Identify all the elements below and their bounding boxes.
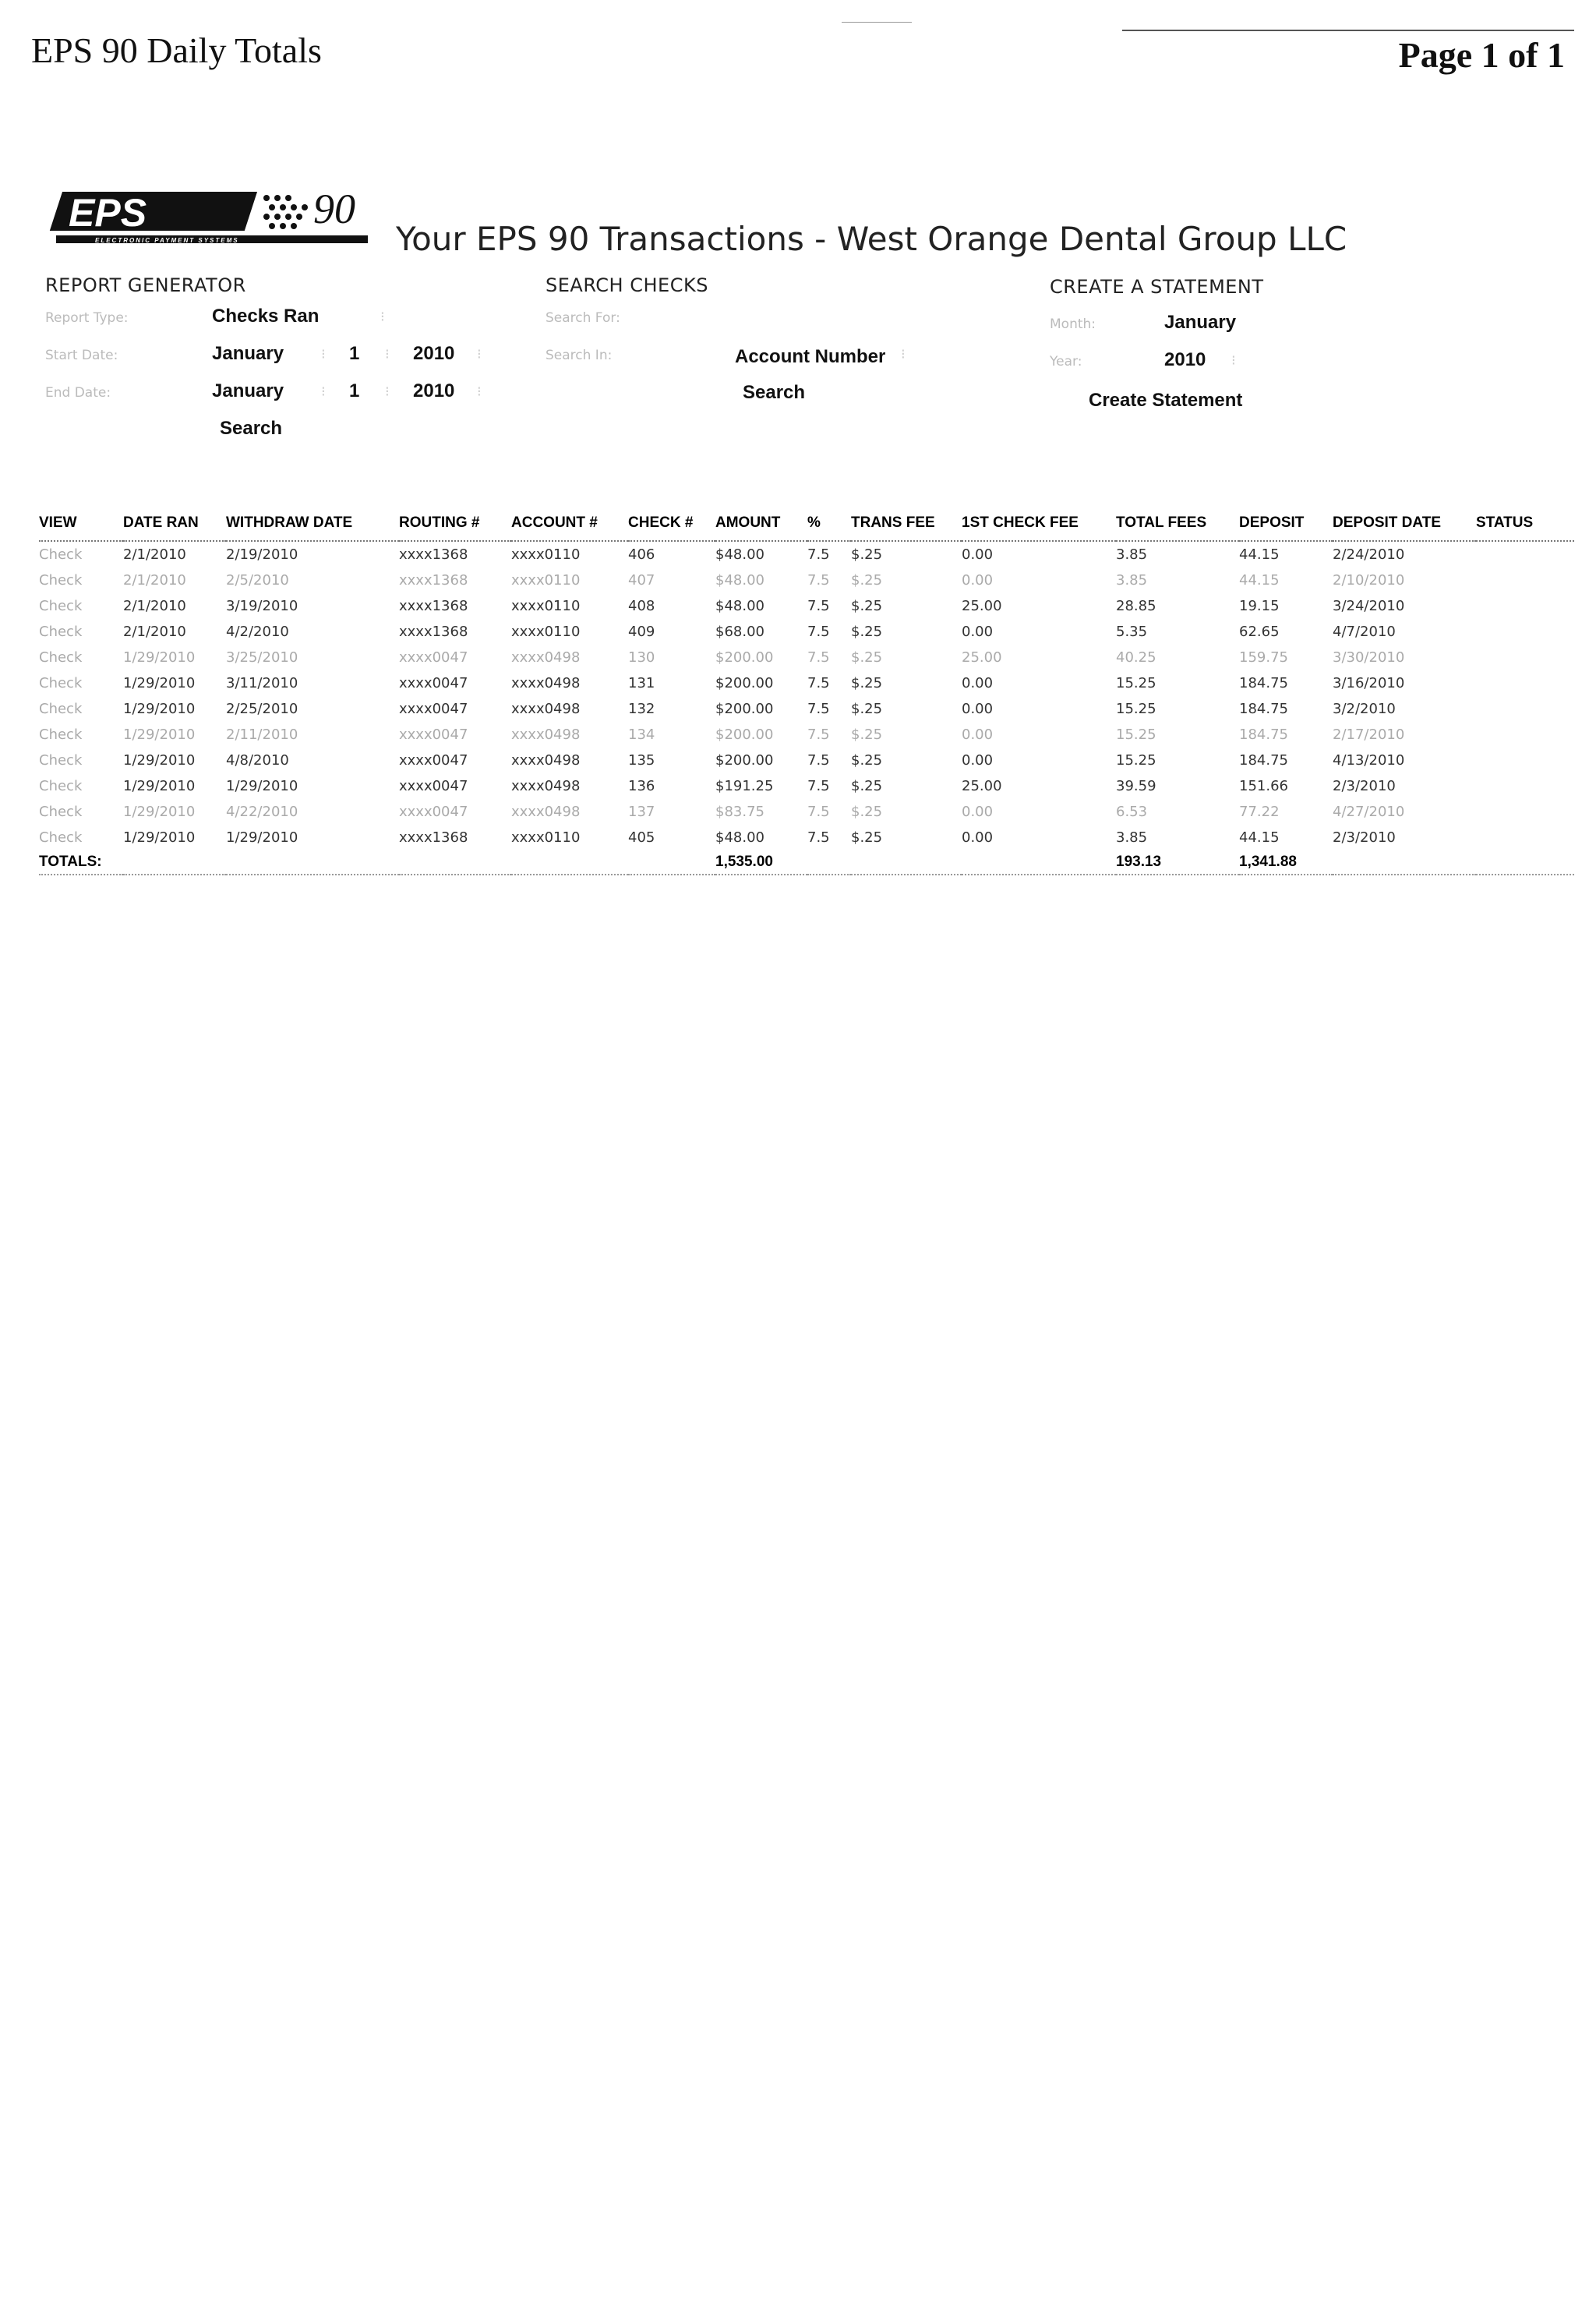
table-row (39, 722, 1574, 748)
cell-routing: xxxx0047 (399, 778, 468, 794)
eps-logo-graphic (41, 187, 391, 249)
cell-percent: 7.5 (807, 778, 830, 794)
totals-empty-cell (851, 850, 962, 875)
column-header-account: ACCOUNT # (511, 511, 628, 541)
cell-status (1476, 799, 1574, 825)
end-day-select[interactable]: 1 (349, 380, 360, 401)
cell-trans-fee: $.25 (851, 804, 883, 820)
cell-total-fees: 28.85 (1116, 598, 1156, 614)
cell-first-check-fee: 25.00 (962, 649, 1002, 666)
cell-percent: 7.5 (807, 572, 830, 589)
view-check-link[interactable]: Check (39, 546, 83, 563)
cell-routing: xxxx0047 (399, 804, 468, 820)
cell-status (1476, 670, 1574, 696)
cell-withdraw-date: 2/11/2010 (226, 726, 298, 743)
cell-percent: 7.5 (807, 649, 830, 666)
cell-amount: $200.00 (715, 752, 774, 769)
start-year-dropdown-icon[interactable]: ⁝ (477, 346, 482, 362)
table-row (39, 619, 1574, 645)
table-row (39, 670, 1574, 696)
view-check-link[interactable]: Check (39, 675, 83, 691)
cell-deposit: 19.15 (1239, 598, 1280, 614)
year-label: Year: (1050, 354, 1082, 369)
cell-routing: xxxx1368 (399, 829, 468, 846)
cell-first-check-fee: 0.00 (962, 572, 994, 589)
cell-deposit-date: 2/3/2010 (1333, 829, 1396, 846)
cell-status (1476, 645, 1574, 670)
cell-deposit: 77.22 (1239, 804, 1280, 820)
column-header-first-check-fee: 1ST CHECK FEE (962, 511, 1116, 541)
cell-first-check-fee: 25.00 (962, 598, 1002, 614)
cell-total-fees: 3.85 (1116, 572, 1148, 589)
cell-trans-fee: $.25 (851, 675, 883, 691)
column-header-trans-fee: TRANS FEE (851, 511, 962, 541)
cell-check-number: 137 (628, 804, 655, 820)
totals-amount: 1,535.00 (715, 850, 807, 875)
statement-panel (1050, 276, 1264, 298)
cell-first-check-fee: 0.00 (962, 675, 994, 691)
cell-status (1476, 619, 1574, 645)
cell-deposit-date: 3/30/2010 (1333, 649, 1405, 666)
cell-status (1476, 541, 1574, 567)
table-row (39, 825, 1574, 850)
cell-withdraw-date: 3/25/2010 (226, 649, 298, 666)
table-row (39, 748, 1574, 773)
report-search-button[interactable]: Search (220, 418, 283, 439)
cell-routing: xxxx1368 (399, 624, 468, 640)
cell-status (1476, 722, 1574, 748)
cell-total-fees: 5.35 (1116, 624, 1148, 640)
cell-deposit-date: 3/16/2010 (1333, 675, 1405, 691)
view-check-link[interactable]: Check (39, 572, 83, 589)
cell-percent: 7.5 (807, 726, 830, 743)
cell-date-ran: 1/29/2010 (123, 752, 196, 769)
search-checks-title: SEARCH CHECKS (546, 274, 708, 296)
cell-deposit-date: 4/13/2010 (1333, 752, 1405, 769)
cell-deposit-date: 4/27/2010 (1333, 804, 1405, 820)
cell-withdraw-date: 3/11/2010 (226, 675, 298, 691)
statement-year-select[interactable]: 2010 (1164, 349, 1206, 370)
totals-empty-cell (511, 850, 628, 875)
cell-account: xxxx0110 (511, 546, 581, 563)
column-header-view: VIEW (39, 511, 123, 541)
cell-first-check-fee: 25.00 (962, 778, 1002, 794)
cell-check-number: 136 (628, 778, 655, 794)
top-rule (1122, 30, 1574, 31)
cell-routing: xxxx0047 (399, 701, 468, 717)
cell-date-ran: 2/1/2010 (123, 624, 186, 640)
cell-percent: 7.5 (807, 675, 830, 691)
logo-90: 90 (313, 187, 355, 232)
view-check-link[interactable]: Check (39, 649, 83, 666)
cell-percent: 7.5 (807, 598, 830, 614)
totals-empty-cell (628, 850, 715, 875)
cell-total-fees: 3.85 (1116, 546, 1148, 563)
cell-date-ran: 1/29/2010 (123, 726, 196, 743)
cell-percent: 7.5 (807, 546, 830, 563)
cell-amount: $48.00 (715, 598, 764, 614)
document-title: EPS 90 Daily Totals (31, 30, 322, 70)
cell-first-check-fee: 0.00 (962, 701, 994, 717)
start-month-select[interactable]: January (212, 343, 284, 364)
cell-account: xxxx0110 (511, 598, 581, 614)
totals-empty-cell (123, 850, 226, 875)
column-header-deposit-date: DEPOSIT DATE (1333, 511, 1476, 541)
cell-status (1476, 567, 1574, 593)
table-row (39, 696, 1574, 722)
totals-label: TOTALS: (39, 850, 123, 875)
cell-trans-fee: $.25 (851, 726, 883, 743)
cell-deposit: 44.15 (1239, 572, 1280, 589)
cell-deposit-date: 2/10/2010 (1333, 572, 1405, 589)
totals-empty-cell (807, 850, 851, 875)
create-statement-button[interactable]: Create Statement (1089, 390, 1243, 411)
view-check-link[interactable]: Check (39, 778, 83, 794)
totals-empty-cell (226, 850, 399, 875)
cell-deposit: 62.65 (1239, 624, 1280, 640)
cell-withdraw-date: 4/22/2010 (226, 804, 298, 820)
view-check-link[interactable]: Check (39, 804, 83, 820)
totals-empty-cell (399, 850, 511, 875)
cell-amount: $200.00 (715, 675, 774, 691)
cell-check-number: 405 (628, 829, 655, 846)
totals-total-fees: 193.13 (1116, 850, 1239, 875)
cell-withdraw-date: 4/2/2010 (226, 624, 289, 640)
cell-trans-fee: $.25 (851, 546, 883, 563)
cell-check-number: 407 (628, 572, 655, 589)
cell-routing: xxxx1368 (399, 572, 468, 589)
report-type-label: Report Type: (45, 310, 129, 326)
start-year-select[interactable]: 2010 (413, 343, 455, 364)
cell-deposit: 44.15 (1239, 829, 1280, 846)
cell-check-number: 131 (628, 675, 655, 691)
column-header-date-ran: DATE RAN (123, 511, 226, 541)
cell-percent: 7.5 (807, 804, 830, 820)
start-month-dropdown-icon[interactable]: ⁝ (321, 346, 326, 362)
column-header-routing: ROUTING # (399, 511, 511, 541)
table-row (39, 799, 1574, 825)
end-day-dropdown-icon[interactable]: ⁝ (385, 384, 390, 400)
cell-routing: xxxx0047 (399, 649, 468, 666)
checks-search-button[interactable]: Search (743, 382, 806, 403)
end-month-dropdown-icon[interactable]: ⁝ (321, 384, 326, 400)
cell-account: xxxx0498 (511, 726, 581, 743)
view-check-link[interactable]: Check (39, 624, 83, 640)
cell-date-ran: 1/29/2010 (123, 701, 196, 717)
end-year-dropdown-icon[interactable]: ⁝ (477, 384, 482, 400)
cell-check-number: 134 (628, 726, 655, 743)
search-in-select[interactable]: Account Number (735, 346, 886, 367)
cell-withdraw-date: 3/19/2010 (226, 598, 298, 614)
cell-trans-fee: $.25 (851, 598, 883, 614)
totals-row (39, 850, 1574, 875)
cell-percent: 7.5 (807, 752, 830, 769)
totals-empty-cell (1476, 850, 1574, 875)
cell-total-fees: 15.25 (1116, 726, 1156, 743)
cell-withdraw-date: 2/5/2010 (226, 572, 289, 589)
cell-routing: xxxx0047 (399, 675, 468, 691)
end-month-select[interactable]: January (212, 380, 284, 401)
table-body (39, 541, 1574, 850)
cell-deposit-date: 2/24/2010 (1333, 546, 1405, 563)
column-header-percent: % (807, 511, 851, 541)
cell-check-number: 135 (628, 752, 655, 769)
report-type-select[interactable]: Checks Ran (212, 306, 320, 327)
view-check-link[interactable]: Check (39, 701, 83, 717)
top-rule-short (842, 22, 912, 23)
report-type-dropdown-icon[interactable]: ⁝ (380, 309, 385, 325)
cell-deposit-date: 3/24/2010 (1333, 598, 1405, 614)
cell-withdraw-date: 1/29/2010 (226, 829, 298, 846)
cell-deposit: 151.66 (1239, 778, 1288, 794)
cell-account: xxxx0498 (511, 804, 581, 820)
cell-check-number: 130 (628, 649, 655, 666)
cell-date-ran: 2/1/2010 (123, 572, 186, 589)
cell-date-ran: 1/29/2010 (123, 649, 196, 666)
cell-date-ran: 1/29/2010 (123, 804, 196, 820)
cell-deposit: 184.75 (1239, 701, 1288, 717)
cell-deposit-date: 4/7/2010 (1333, 624, 1396, 640)
cell-withdraw-date: 1/29/2010 (226, 778, 298, 794)
cell-check-number: 409 (628, 624, 655, 640)
cell-amount: $200.00 (715, 726, 774, 743)
view-check-link[interactable]: Check (39, 598, 83, 614)
cell-date-ran: 1/29/2010 (123, 829, 196, 846)
cell-deposit-date: 2/17/2010 (1333, 726, 1405, 743)
cell-trans-fee: $.25 (851, 624, 883, 640)
cell-status (1476, 696, 1574, 722)
table-row (39, 645, 1574, 670)
cell-deposit: 44.15 (1239, 546, 1280, 563)
end-date-label: End Date: (45, 385, 111, 401)
cell-amount: $200.00 (715, 649, 774, 666)
cell-account: xxxx0498 (511, 701, 581, 717)
cell-trans-fee: $.25 (851, 701, 883, 717)
cell-status (1476, 593, 1574, 619)
cell-percent: 7.5 (807, 701, 830, 717)
cell-deposit: 184.75 (1239, 726, 1288, 743)
cell-account: xxxx0110 (511, 624, 581, 640)
cell-total-fees: 39.59 (1116, 778, 1156, 794)
view-check-link[interactable]: Check (39, 829, 83, 846)
column-header-deposit: DEPOSIT (1239, 511, 1333, 541)
cell-check-number: 406 (628, 546, 655, 563)
cell-total-fees: 6.53 (1116, 804, 1148, 820)
cell-trans-fee: $.25 (851, 829, 883, 846)
cell-deposit: 184.75 (1239, 752, 1288, 769)
table-header-row (39, 511, 1574, 541)
cell-deposit: 159.75 (1239, 649, 1288, 666)
eps-logo (41, 187, 391, 249)
statement-year-dropdown-icon[interactable]: ⁝ (1231, 352, 1236, 369)
cell-withdraw-date: 2/25/2010 (226, 701, 298, 717)
report-generator-panel (45, 274, 246, 296)
cell-withdraw-date: 4/8/2010 (226, 752, 289, 769)
search-in-dropdown-icon[interactable]: ⁝ (901, 346, 906, 362)
cell-routing: xxxx1368 (399, 546, 468, 563)
cell-percent: 7.5 (807, 829, 830, 846)
table-row (39, 773, 1574, 799)
start-day-dropdown-icon[interactable]: ⁝ (385, 346, 390, 362)
cell-status (1476, 773, 1574, 799)
column-header-amount: AMOUNT (715, 511, 807, 541)
cell-total-fees: 15.25 (1116, 675, 1156, 691)
cell-amount: $200.00 (715, 701, 774, 717)
cell-first-check-fee: 0.00 (962, 829, 994, 846)
column-header-withdraw-date: WITHDRAW DATE (226, 511, 399, 541)
cell-account: xxxx0498 (511, 778, 581, 794)
statement-title: CREATE A STATEMENT (1050, 276, 1264, 298)
page-number: Page 1 of 1 (1398, 35, 1565, 75)
cell-first-check-fee: 0.00 (962, 804, 994, 820)
cell-check-number: 408 (628, 598, 655, 614)
cell-total-fees: 3.85 (1116, 829, 1148, 846)
cell-account: xxxx0498 (511, 752, 581, 769)
table-row (39, 541, 1574, 567)
cell-amount: $68.00 (715, 624, 764, 640)
logo-tagline: ELECTRONIC PAYMENT SYSTEMS (95, 237, 239, 244)
cell-routing: xxxx1368 (399, 598, 468, 614)
cell-account: xxxx0110 (511, 829, 581, 846)
column-header-total-fees: TOTAL FEES (1116, 511, 1239, 541)
cell-trans-fee: $.25 (851, 778, 883, 794)
cell-date-ran: 1/29/2010 (123, 675, 196, 691)
cell-withdraw-date: 2/19/2010 (226, 546, 298, 563)
cell-date-ran: 1/29/2010 (123, 778, 196, 794)
column-header-check-number: CHECK # (628, 511, 715, 541)
cell-account: xxxx0110 (511, 572, 581, 589)
search-checks-panel (546, 274, 708, 296)
month-label: Month: (1050, 316, 1096, 332)
cell-deposit: 184.75 (1239, 675, 1288, 691)
column-header-status: STATUS (1476, 511, 1574, 541)
cell-account: xxxx0498 (511, 649, 581, 666)
table-row (39, 593, 1574, 619)
search-for-label: Search For: (546, 310, 620, 326)
cell-trans-fee: $.25 (851, 752, 883, 769)
cell-deposit-date: 3/2/2010 (1333, 701, 1396, 717)
report-generator-title: REPORT GENERATOR (45, 274, 246, 296)
cell-date-ran: 2/1/2010 (123, 546, 186, 563)
cell-first-check-fee: 0.00 (962, 752, 994, 769)
cell-amount: $83.75 (715, 804, 764, 820)
cell-first-check-fee: 0.00 (962, 624, 994, 640)
cell-total-fees: 15.25 (1116, 701, 1156, 717)
logo-dots (263, 195, 308, 229)
totals-deposit: 1,341.88 (1239, 850, 1333, 875)
search-in-label: Search In: (546, 348, 613, 363)
end-year-select[interactable]: 2010 (413, 380, 455, 401)
totals-empty-cell (962, 850, 1116, 875)
cell-amount: $48.00 (715, 546, 764, 563)
statement-month-select[interactable]: January (1164, 312, 1237, 333)
cell-account: xxxx0498 (511, 675, 581, 691)
start-date-label: Start Date: (45, 348, 118, 363)
cell-percent: 7.5 (807, 624, 830, 640)
cell-trans-fee: $.25 (851, 572, 883, 589)
view-check-link[interactable]: Check (39, 726, 83, 743)
cell-amount: $48.00 (715, 829, 764, 846)
page-heading: Your EPS 90 Transactions - West Orange Dental Group LLC (396, 220, 1347, 258)
cell-deposit-date: 2/3/2010 (1333, 778, 1396, 794)
table-row (39, 567, 1574, 593)
transactions-table (39, 511, 1574, 875)
cell-trans-fee: $.25 (851, 649, 883, 666)
cell-routing: xxxx0047 (399, 726, 468, 743)
cell-first-check-fee: 0.00 (962, 726, 994, 743)
start-day-select[interactable]: 1 (349, 343, 360, 364)
cell-status (1476, 825, 1574, 850)
logo-letters: EPS (69, 191, 147, 235)
cell-routing: xxxx0047 (399, 752, 468, 769)
cell-status (1476, 748, 1574, 773)
totals-empty-cell (1333, 850, 1476, 875)
cell-check-number: 132 (628, 701, 655, 717)
cell-total-fees: 40.25 (1116, 649, 1156, 666)
cell-amount: $48.00 (715, 572, 764, 589)
cell-first-check-fee: 0.00 (962, 546, 994, 563)
cell-amount: $191.25 (715, 778, 774, 794)
view-check-link[interactable]: Check (39, 752, 83, 769)
cell-date-ran: 2/1/2010 (123, 598, 186, 614)
cell-total-fees: 15.25 (1116, 752, 1156, 769)
